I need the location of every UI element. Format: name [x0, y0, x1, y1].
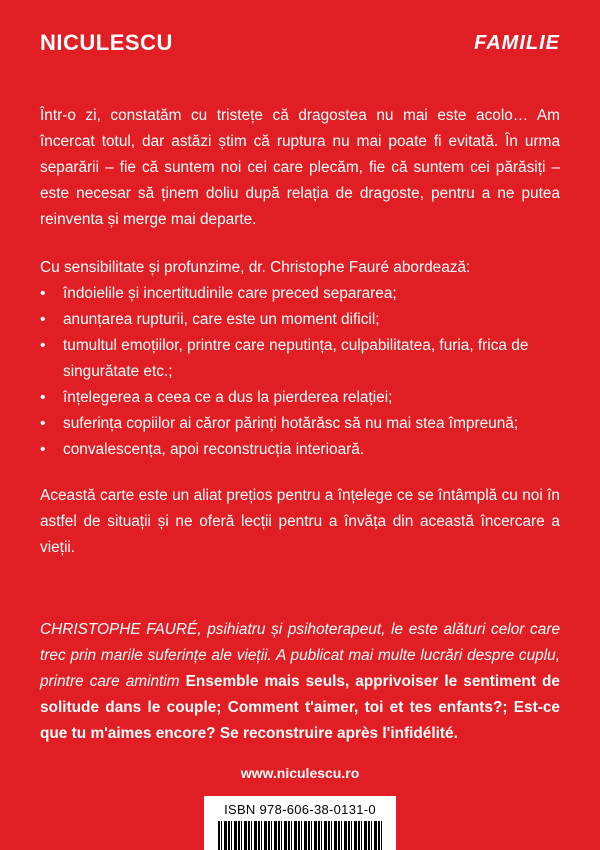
- topics-list: [40, 281, 560, 463]
- isbn-text: ISBN 978-606-38-0131-0: [224, 802, 376, 817]
- book-titles: Ensemble mais seuls, apprivoiser le sentiment de solitude dans le couple; Comment t'aimer, toi et tes enfants?; Est-ce que tu m'aimes encore? Se reconstruire après l'infidélité.: [40, 673, 560, 742]
- list-item: • anunțarea rupturii, care este un moment dificil;: [40, 307, 560, 333]
- back-cover-text: [40, 103, 560, 747]
- list-item: • înțelegerea a ceea ce a dus la pierderea relației;: [40, 385, 560, 411]
- website-url: www.niculescu.ro: [240, 765, 360, 781]
- list-item: • convalescența, apoi reconstrucția interioară.: [40, 437, 560, 463]
- author-bio-text: , psihiatru și psihoterapeut, le este alături celor care trec prin marile suferințe ale vieții. A publicat mai multe lucrări despre cuplu, printre care amintim: [40, 621, 560, 690]
- topics-intro: Cu sensibilitate și profunzime, dr. Christophe Fauré abordează:: [40, 259, 471, 276]
- barcode-bars: [218, 821, 382, 850]
- summary-paragraph: Această carte este un aliat prețios pentru a înțelege ce se întâmplă cu noi în astfel de situații și ne oferă lecții pentru a învăța din această încercare a vieții.: [40, 487, 560, 556]
- list-item: • tumultul emoțiilor, printre care neputința, culpabilitatea, furia, frica de singurătate etc.;: [40, 333, 560, 385]
- isbn-barcode: [204, 796, 396, 850]
- intro-paragraph: Într-o zi, constatăm cu tristețe că dragostea nu mai este acolo… Am încercat totul, dar astăzi știm că ruptura nu mai poate fi evitată. În urma separării – fie că suntem noi cei care plecăm, fie că suntem cei părăsiți – este necesar să ținem doliu după relația de dragoste, pentru a ne putea reinventa și merge mai departe.: [40, 107, 560, 228]
- list-item: • suferința copiilor ai căror părinți hotărăsc să nu mai stea împreună;: [40, 411, 560, 437]
- author-bio: [40, 617, 560, 747]
- header: [40, 30, 560, 62]
- list-item: • îndoielile și incertitudinile care preced separarea;: [40, 281, 560, 307]
- collection-label: FAMILIE: [474, 32, 560, 54]
- author-name: CHRISTOPHE FAURÉ: [40, 621, 198, 638]
- publisher-logo: NICULESCU: [40, 30, 173, 55]
